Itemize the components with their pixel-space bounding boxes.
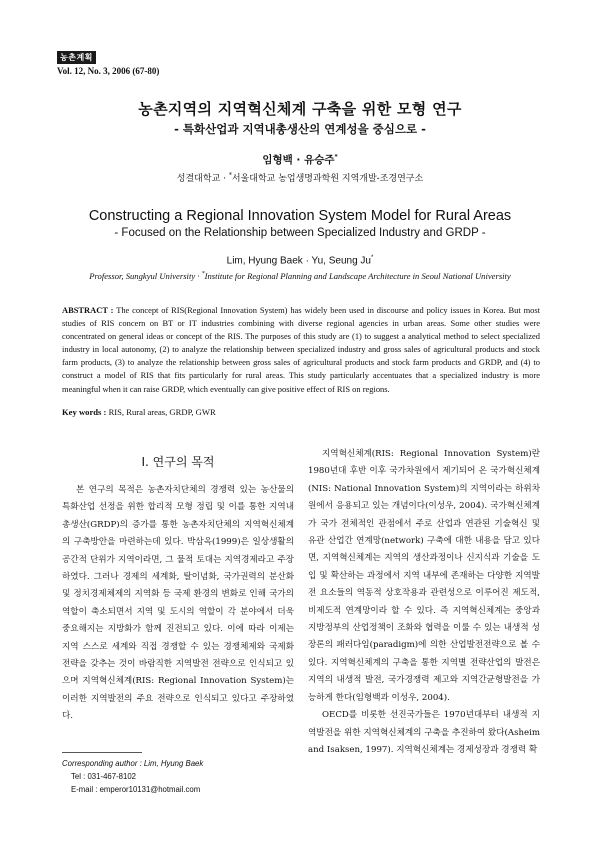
- english-author-mark: *: [371, 255, 374, 261]
- korean-title: 농촌지역의 지역혁신체계 구축을 위한 모형 연구: [138, 100, 462, 118]
- korean-affiliation: [0, 171, 600, 184]
- left-paragraph: 본 연구의 목적은 농촌자치단체의 경쟁력 있는 농산물의 특화산업 선정을 위한 합리적 모형 정립 및 이를 통한 지역내총생산(GRDP)의 증가를 통한 농촌자치단체의 지역혁신체계의 구축방안을 마련하는데 있다. 박삼옥(1999)은 일상생활의 공간적 단위가 지역이라면, 그 물적 토대는 지역경제라고 주장하였다. 그러나 경제의 세계화, 탈이념화, 국가권력의 분산화 및 정치경제체제의 지역화 등 국제 환경의 변화로 인해 국가의 역할이 축소되면서 지역 및 도시의 역할이 각 분야에서 더욱 중요해지는 지방화가 함께 진전되고 있다. 이에 따라 이제는 지역 스스로 세계와 직접 경쟁할 수 있는 경쟁체제와 국제화 전략을 갖추는 것이 바람직한 지역발전 전략으로 인식되고 있으며 지역혁신체계(RIS: Regional Innovation System)는 이러한 지역발전의 주요 전략으로 인식되고 있다고 주장하였다.: [62, 485, 294, 722]
- abstract-label: ABSTRACT :: [62, 305, 114, 315]
- abstract-text: The concept of RIS(Regional Innovation System) has widely been used in discourse and policy issues in Korea. But most studies of RIS concern on BT or IT industries combining with diverse regional agencies in urban areas. Some other studies were concentrated on general ideas or concept of the RIS. The purposes of this study are (1) to suggest a analytical method to select specialized industry in local autonomy, (2) to analyze the relationship between specialized industry and gross sales of agricultural products and stock farm products, (3) to analyze the relationship between gross sales of agricultural products and stock farm products and GRDP, and (4) to construct a model of RIS that fits particularly for rural areas. This study particularly accentuates that a specialized industry is more meaningful when it can raise GRDP, which eventually can give positive effect of RIS on regions.: [62, 305, 540, 394]
- english-affiliation-mark: *: [201, 271, 205, 278]
- right-column: [308, 446, 540, 759]
- footnote-email: E-mail : emperor10131@hotmail.com: [71, 785, 201, 794]
- korean-affiliation-2: 서울대학교 농업생명과학원 지역개발-조경연구소: [231, 174, 424, 184]
- korean-subtitle: - 특화산업과 지역내총생산의 연계성을 중심으로 -: [174, 122, 426, 136]
- footnote-author: Corresponding author : Lim, Hyung Baek: [62, 759, 204, 768]
- right-paragraph-1: 지역혁신체계(RIS: Regional Innovation System)란 1980년대 후반 이후 국가차원에서 제기되어 온 국가혁신체계(NIS: National Innovation System)의 지역이라는 하위차원에서 응용되고 있는 개념이다(이성우, 2004). 국가혁신체계가 국가 전체적인 관점에서 주로 산업과 연관된 기술혁신 및 유관 산업간 연계망(network) 구축에 대한 내용을 담고 있다면, 지역혁신체계는 지역의 생산과정이나 신지식과 기술을 도입 및 확산하는 과정에서 지역 내부에 존재하는 다양한 지역발전 요소들의 역동적 상호작용과 관련성으로 이루어진 제도적, 비제도적 연계망이라 할 수 있다. 즉 지역혁신체계는 중앙과 지방정부의 산업정책이 조화와 협력을 이룰 수 있는 내생적 성장론의 패러다임(paradigm)에 의한 산업발전전략으로 볼 수 있다. 지역혁신체계의 구축을 통한 지역별 전략산업의 발전은 지역의 내생적 발전, 국가경쟁력 제고와 지역간균형발전을 가능하게 한다(임형백과 이성우, 2004).: [308, 449, 540, 703]
- korean-affiliation-1: 성결대학교 ·: [176, 174, 229, 184]
- section-heading: I. 연구의 목적: [141, 455, 215, 469]
- keywords-text: RIS, Rural areas, GRDP, GWR: [108, 407, 216, 417]
- left-column: [62, 446, 294, 726]
- footnote-tel: Tel : 031-467-8102: [71, 772, 137, 781]
- korean-author-names: 임형백 · 유승주: [262, 154, 335, 166]
- korean-affiliation-mark: *: [228, 172, 232, 179]
- right-paragraph-2: OECD를 비롯한 선진국가들은 1970년대부터 내생적 지역발전을 위한 지역혁신체계의 구축을 추진하여 왔다(Asheim and Isaksen, 1997). 지역혁신체계는 경제성장과 경쟁력 확: [308, 710, 540, 755]
- korean-author-mark: *: [334, 153, 338, 161]
- abstract: [62, 304, 540, 396]
- keywords: [62, 407, 540, 417]
- english-affiliation-2: Institute for Regional Planning and Landscape Architecture in Seoul National University: [204, 271, 511, 281]
- english-affiliation-1: Professor, Sungkyul University ·: [89, 271, 202, 281]
- footnote: [62, 757, 203, 796]
- english-title: Constructing a Regional Innovation System Model for Rural Areas: [88, 208, 512, 224]
- english-author-names: Lim, Hyung Baek · Yu, Seung Ju: [226, 255, 371, 267]
- keywords-label: Key words :: [62, 407, 107, 417]
- english-authors: [0, 255, 600, 266]
- english-affiliation: [0, 271, 600, 281]
- korean-authors: [0, 152, 600, 167]
- footnote-divider: [62, 752, 142, 753]
- journal-logo: 농촌계획: [57, 51, 96, 64]
- english-subtitle: - Focused on the Relationship between Specialized Industry and GRDP -: [114, 227, 486, 239]
- volume-line: Vol. 12, No. 3, 2006 (67-80): [57, 66, 160, 76]
